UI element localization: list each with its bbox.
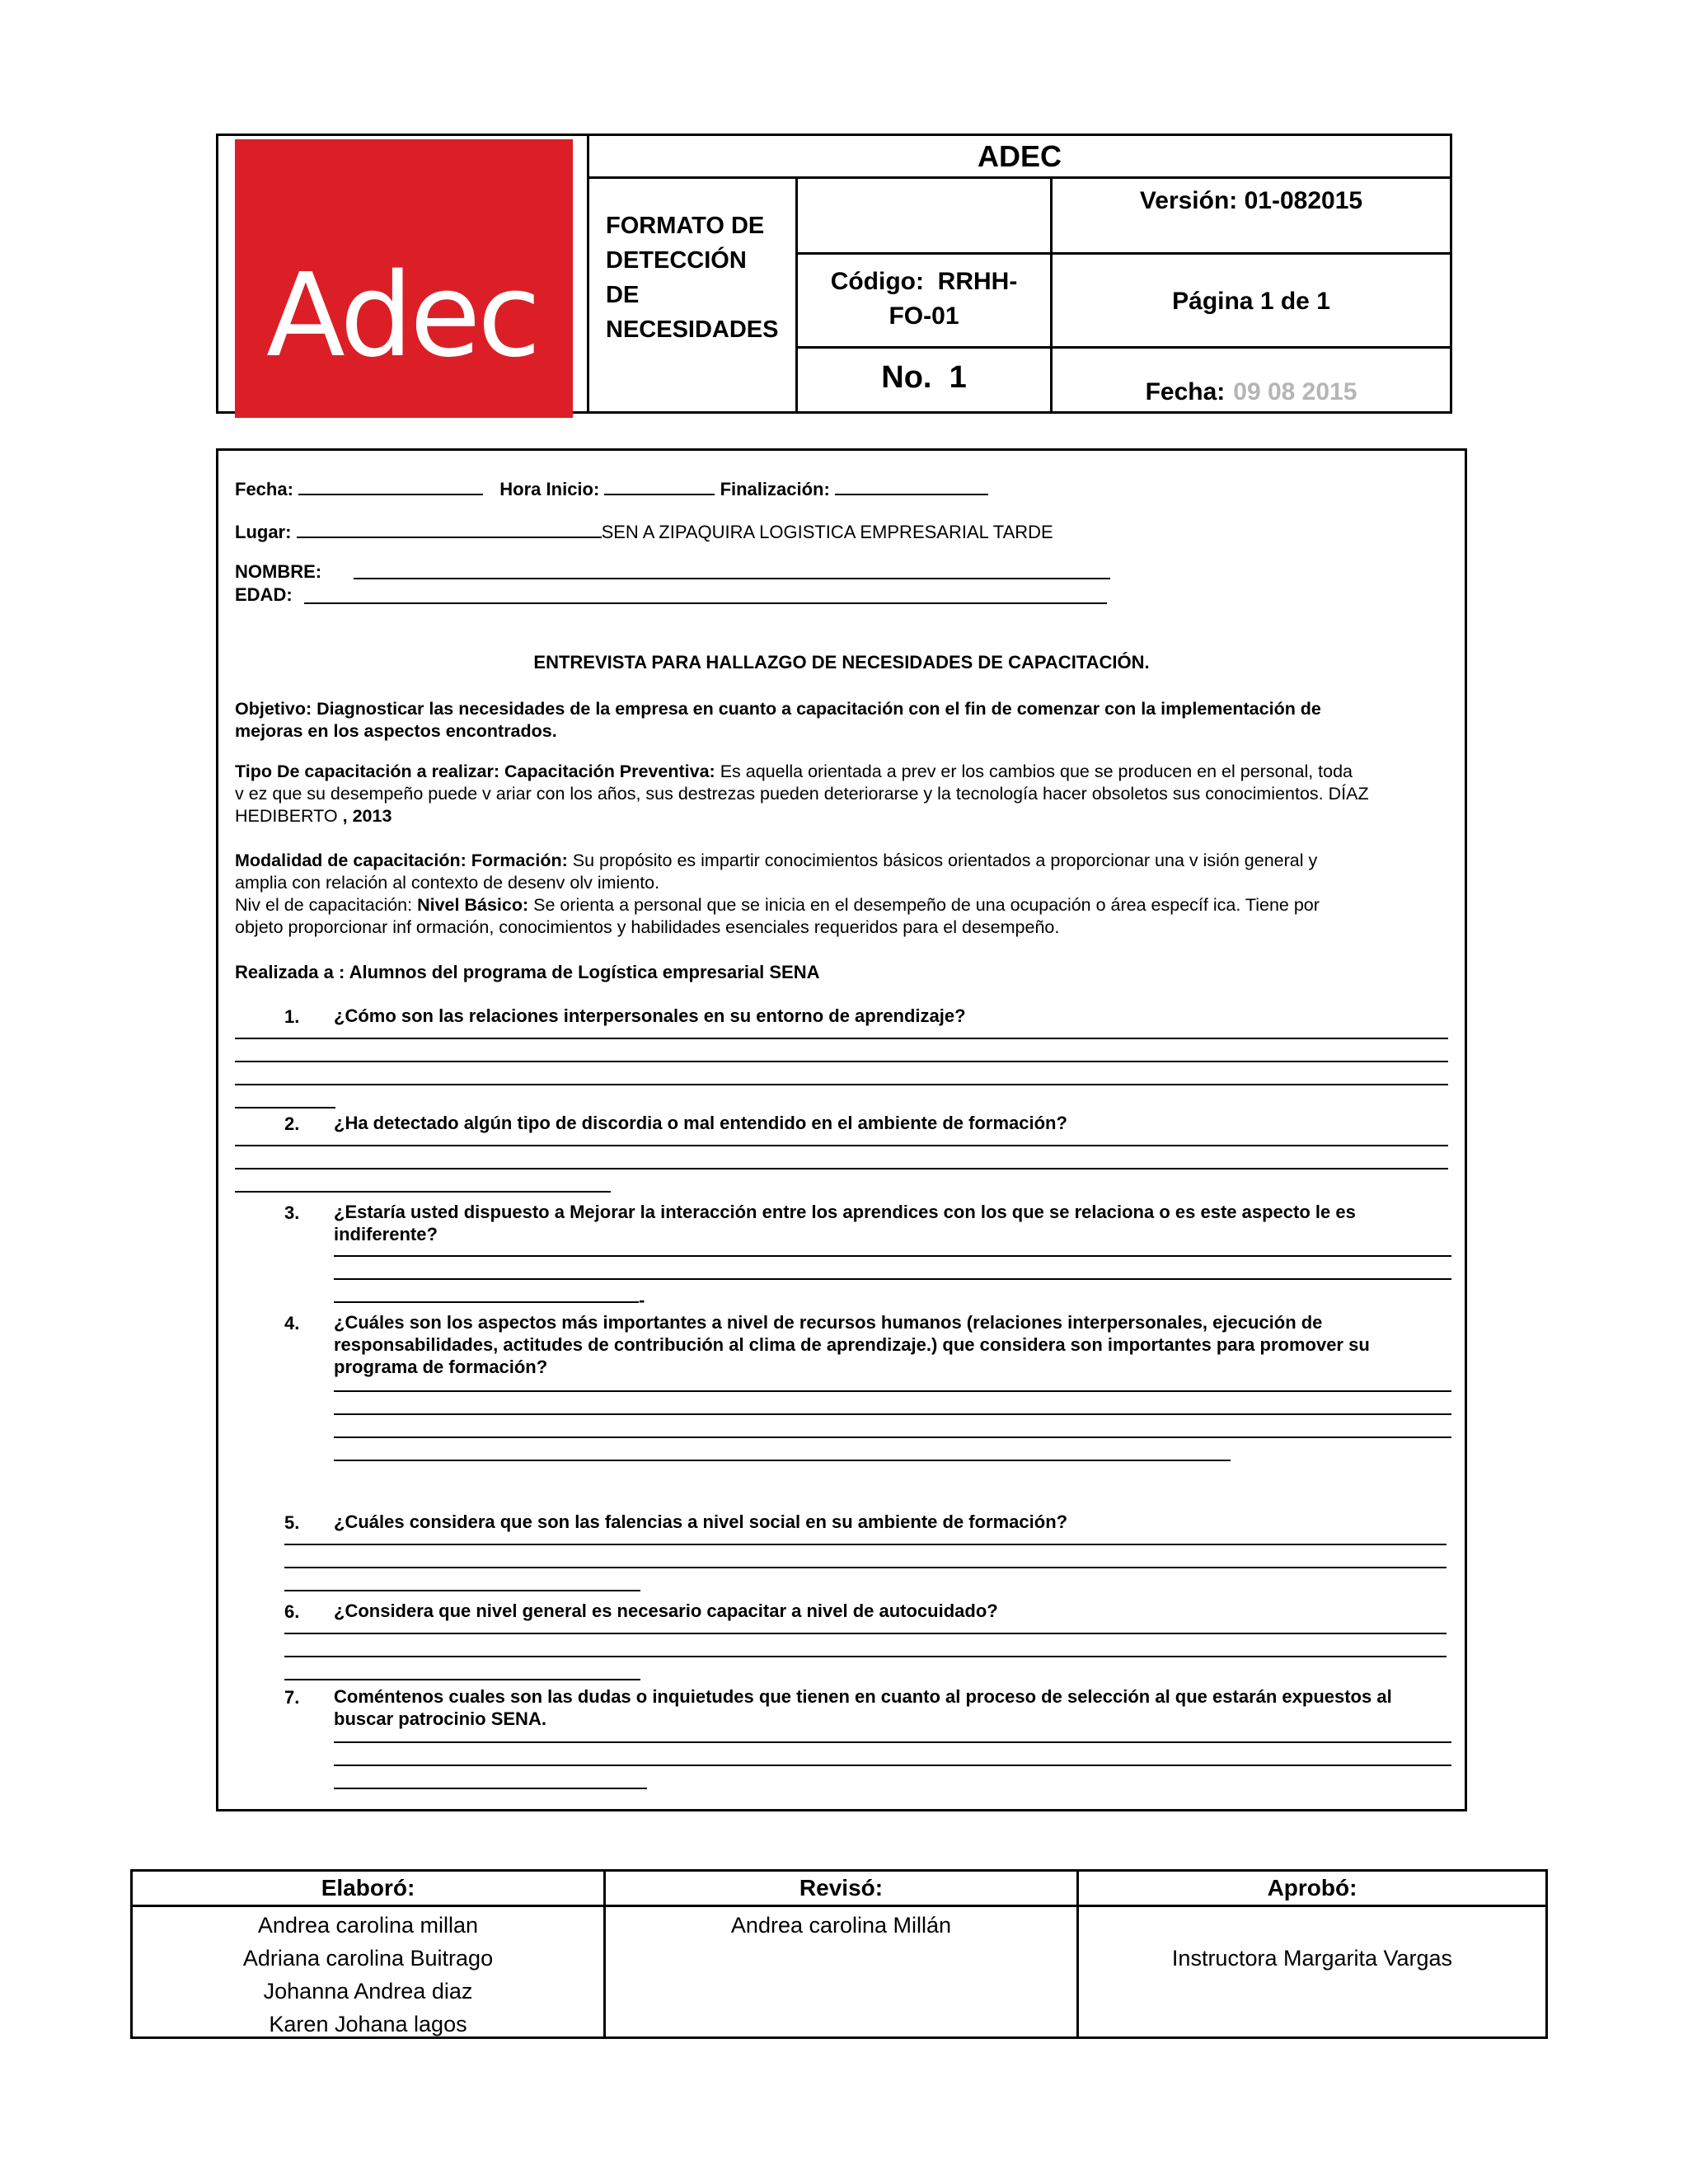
modalidad-label: Modalidad de capacitación: Formación: [235,851,568,870]
logo-text: Adec [266,249,538,383]
fecha-label: Fecha: [235,479,293,499]
answer-line[interactable] [334,1765,1451,1766]
answer-line[interactable] [235,1084,1448,1085]
aprobo-column [1079,1872,1545,2036]
dash: - [639,1290,645,1310]
question-line: Coméntenos cuales son las dudas o inquietudes que tienen en cuanto al proceso de selección al que estarán expuestos al [334,1686,1392,1707]
form-title [589,179,798,411]
tipo-line: Es aquella orientada a prev er los cambios que se producen en el personal, toda [715,762,1353,781]
answer-line[interactable] [334,1255,1451,1257]
page-indicator: Página 1 de 1 [1053,255,1450,349]
objetivo-line: Objetivo: Diagnosticar las necesidades de la empresa en cuanto a capacitación con el fin de comenzar con la implementación de [235,699,1321,719]
answer-line[interactable] [334,1390,1451,1392]
question-4 [334,1311,1370,1378]
question-number: 7. [284,1687,300,1708]
tipo-line: v ez que su desempeño puede v ariar con los años, sus destrezas pueden deteriorarse y la tecnología hacer obsoletos sus conocimientos. DÍAZ [235,784,1369,804]
lugar-field[interactable] [297,520,602,538]
reviso-name: Andrea carolina Millán [730,1913,952,1938]
header-date [1053,349,1450,411]
realizada-text: Realizada a : Alumnos del programa de Logística empresarial SENA [235,962,820,982]
logo-cell [218,136,589,411]
question-number: 3. [284,1202,300,1223]
elaboro-name: Andrea carolina millan [257,1913,479,1938]
question-number: 5. [284,1512,300,1533]
question-number: 2. [284,1113,300,1134]
codigo-cell [798,255,1053,349]
answer-line[interactable] [235,1145,1448,1146]
date-time-row [235,477,988,500]
adec-logo [235,139,573,418]
question-line: indiferente? [334,1224,438,1244]
nivel-label: Niv el de capacitación: [235,895,418,915]
nombre-field[interactable] [354,578,1110,579]
interview-title: ENTREVISTA PARA HALLAZGO DE NECESIDADES DE CAPACITACIÓN. [533,652,1150,673]
question-line: buscar patrocinio SENA. [334,1708,546,1729]
form-title-line: FORMATO DE [606,213,765,239]
modalidad-line: amplia con relación al contexto de desenv olv imiento. [235,873,660,893]
lugar-label: Lugar: [235,522,292,542]
question-line: ¿Estaría usted dispuesto a Mejorar la interacción entre los aprendices con los que se relaciona o es este aspecto le es [334,1202,1356,1222]
question-line: ¿Cuáles son los aspectos más importantes a nivel de recursos humanos (relaciones interpersonales, ejecución de [334,1312,1323,1333]
nivel-line: objeto proporcionar inf ormación, conocimientos y habilidades esenciales requeridos para el desempeño. [235,917,1060,937]
answer-line[interactable] [334,1301,639,1303]
answer-line[interactable] [284,1567,1447,1568]
question-5: ¿Cuáles considera que son las falencias a nivel social en su ambiente de formación? [334,1511,1068,1532]
reviso-header: Revisó: [606,1872,1076,1907]
aprobo-name: Instructora Margarita Vargas [1171,1946,1453,1971]
reviso-column [606,1872,1079,2036]
edad-field[interactable] [304,602,1107,604]
blank-cell [798,179,1053,255]
company-name: ADEC [589,136,1450,179]
aprobo-header: Aprobó: [1079,1872,1545,1907]
tipo-year: , 2013 [337,806,392,826]
answer-line[interactable] [284,1679,640,1680]
nivel-line: Se orienta a personal que se inicia en el desempeño de una ocupación o área específ ica. Tiene por [528,895,1320,915]
elaboro-name: Johanna Andrea diaz [263,1979,473,2004]
version: Versión: 01-082015 [1053,179,1450,255]
question-7 [334,1685,1392,1730]
answer-line[interactable] [334,1741,1451,1743]
form-title-line: DE [606,282,640,308]
codigo-value: RRHH- [937,268,1018,295]
edad-label: EDAD: [235,584,293,605]
form-title-line: DETECCIÓN [606,247,747,274]
answer-line[interactable] [334,1413,1451,1415]
header-date-label: Fecha: [1145,378,1226,405]
lugar-value: SEN A ZIPAQUIRA LOGISTICA EMPRESARIAL TARDE [601,522,1053,542]
elaboro-name: Karen Johana lagos [269,2012,467,2036]
nivel-value: Nivel Básico: [417,895,529,915]
header-date-value: 09 08 2015 [1233,378,1357,405]
number-cell [798,349,1053,411]
codigo-value-line2: FO-01 [889,302,959,330]
modalidad-text [235,850,1320,939]
answer-line[interactable] [334,1436,1451,1438]
answer-line[interactable] [235,1038,1448,1039]
question-2: ¿Ha detectado algún tipo de discordia o mal entendido en el ambiente de formación? [334,1113,1067,1133]
answer-line[interactable] [334,1460,1231,1461]
objetivo-text [235,698,1321,743]
tipo-author: HEDIBERTO [235,806,338,826]
question-line: programa de formación? [334,1357,548,1377]
answer-line[interactable] [284,1633,1447,1634]
finalizacion-field[interactable] [835,477,988,495]
document-header [216,134,1452,414]
elaboro-name: Adriana carolina Buitrago [242,1946,494,1971]
interview-form [216,448,1467,1811]
answer-line[interactable] [284,1656,1447,1657]
answer-line[interactable] [235,1168,1448,1169]
question-6: ¿Considera que nivel general es necesario capacitar a nivel de autocuidado? [334,1601,998,1621]
question-3 [334,1201,1356,1245]
answer-line[interactable] [334,1788,647,1789]
answer-line[interactable] [235,1107,335,1108]
number-label: No. [881,360,932,395]
hora-inicio-label: Hora Inicio: [499,479,600,499]
question-number: 1. [284,1006,300,1027]
answer-line[interactable] [284,1544,1447,1545]
lugar-row [235,520,1053,543]
finalizacion-label: Finalización: [720,479,830,499]
answer-line[interactable] [284,1590,640,1591]
question-1: ¿Cómo son las relaciones interpersonales en su entorno de aprendizaje? [334,1005,966,1026]
answer-line[interactable] [235,1061,1448,1062]
tipo-capacitacion-text [235,761,1369,827]
objetivo-line: mejoras en los aspectos encontrados. [235,721,557,741]
answer-line[interactable] [235,1191,611,1193]
approval-table [130,1869,1548,2039]
question-line: responsabilidades, actitudes de contribución al clima de aprendizaje.) que considera son importantes para promover su [334,1334,1370,1355]
question-number: 4. [284,1313,300,1333]
elaboro-header: Elaboró: [133,1872,603,1907]
number-value: 1 [949,360,967,395]
codigo-label: Código: [830,268,924,295]
form-title-line: NECESIDADES [606,316,779,343]
modalidad-line: Su propósito es impartir conocimientos básicos orientados a proporcionar una v isión general y [567,851,1318,870]
hora-inicio-field[interactable] [604,477,715,495]
nombre-label: NOMBRE: [235,561,322,582]
question-number: 6. [284,1601,300,1622]
fecha-field[interactable] [298,477,483,495]
answer-line[interactable] [334,1278,1451,1280]
tipo-label: Tipo De capacitación a realizar: Capacitación Preventiva: [235,762,715,781]
elaboro-column [133,1872,606,2036]
